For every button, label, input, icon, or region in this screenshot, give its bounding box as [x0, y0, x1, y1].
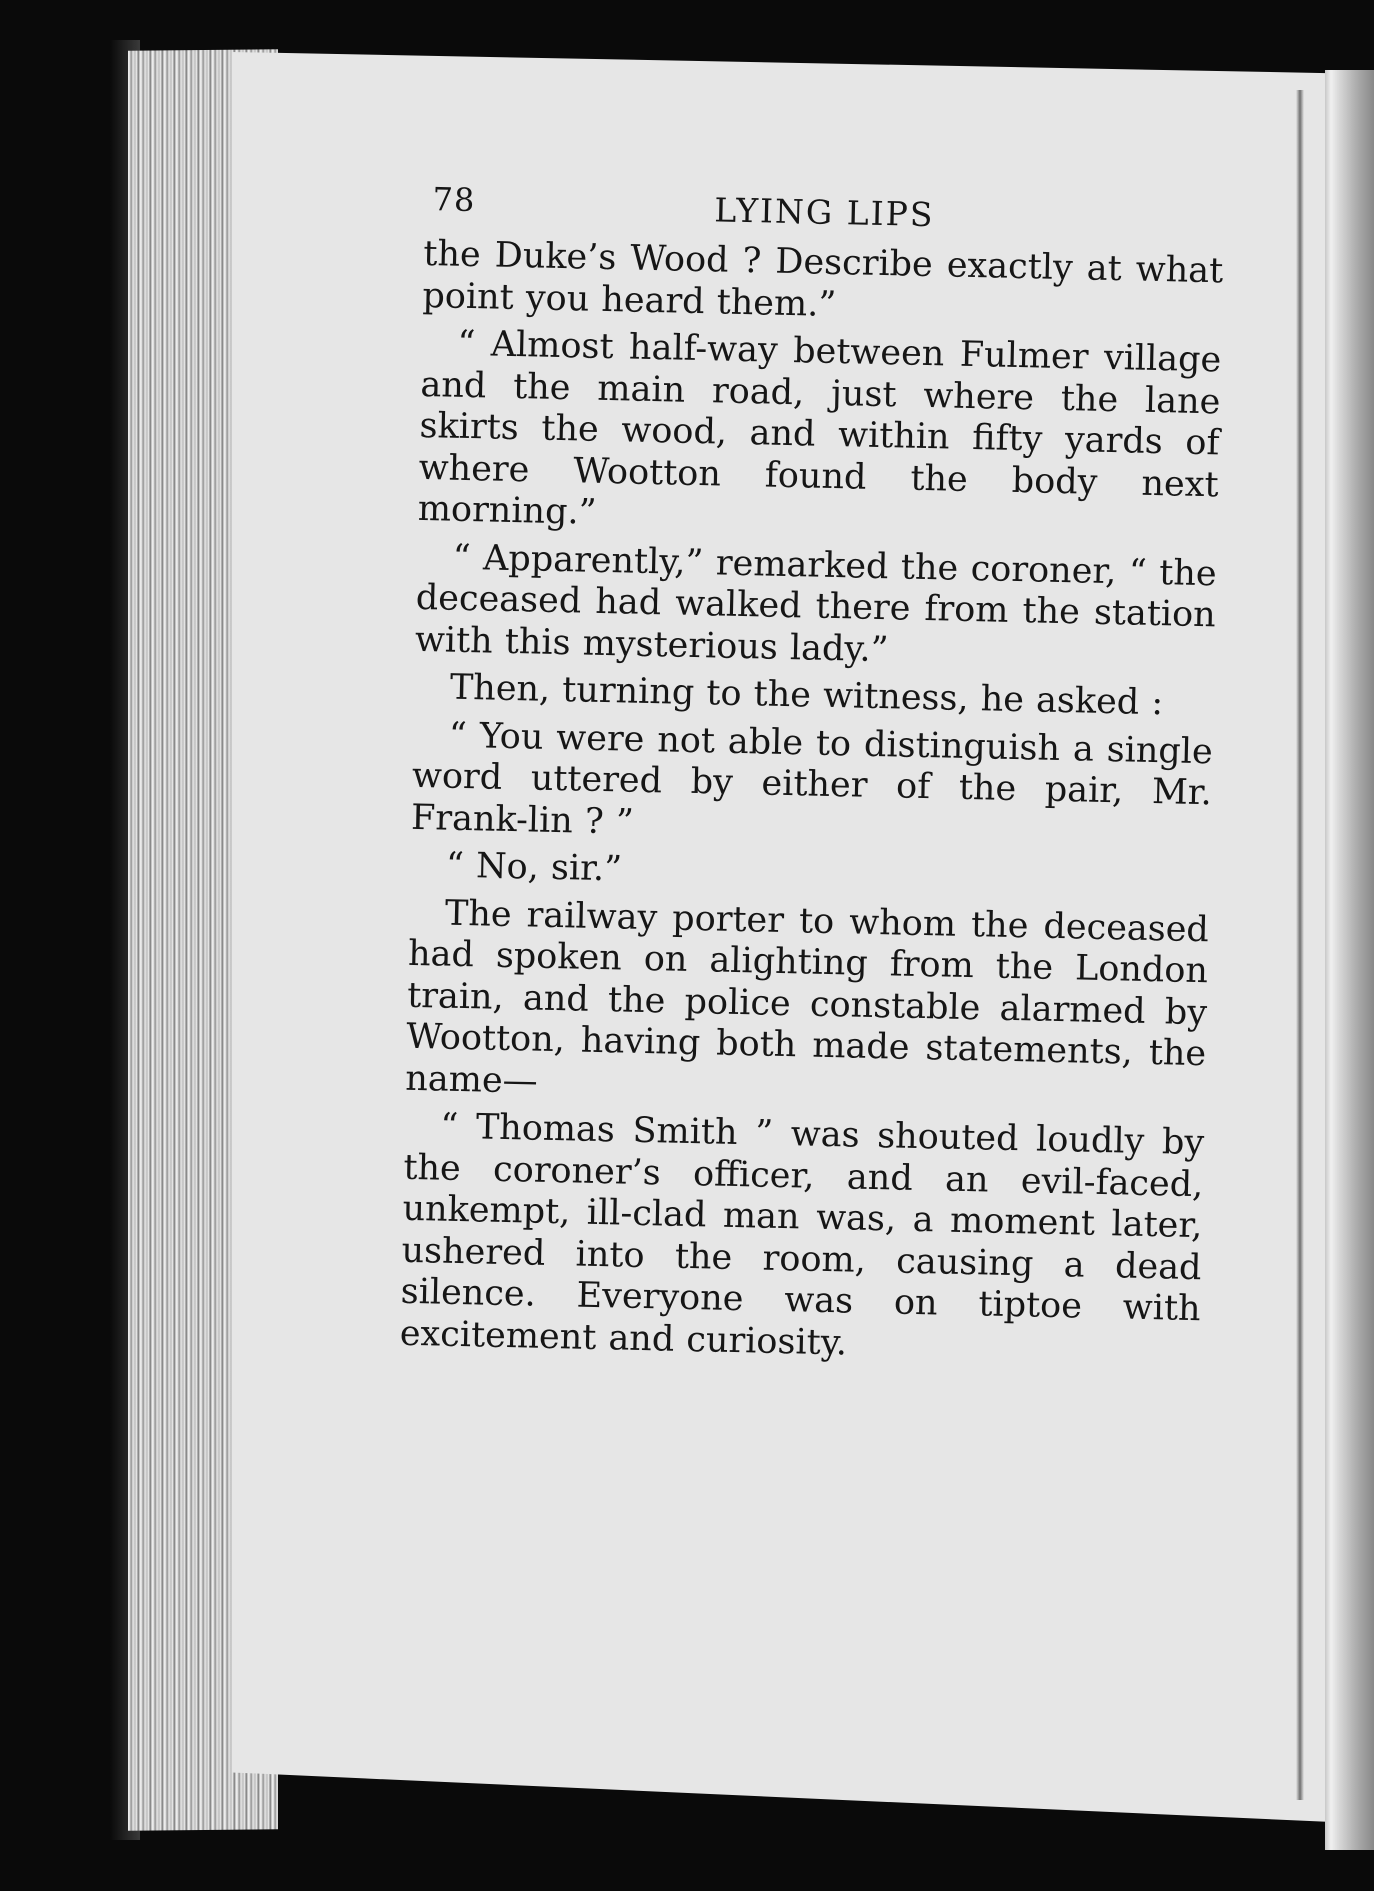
paragraph: the Duke’s Wood ? Describe exactly at what point you heard them.”: [422, 233, 1224, 325]
paragraph: Then, turning to the witness, he asked :: [449, 667, 1164, 724]
body-text: [399, 234, 1223, 1372]
paragraph: “ You were not able to distinguish a single word uttered by either of the pair, Mr. Frank-lin ? ”: [410, 715, 1214, 843]
paragraph: “ No, sir.”: [445, 845, 623, 890]
paragraph: “ Apparently,” remarked the coroner, “ the deceased had walked there from the station with this mysterious lady.”: [414, 537, 1218, 670]
gutter-shadow: [1296, 90, 1304, 1800]
paragraph: The railway porter to whom the deceased had spoken on alighting from the London train, and the police constable alarmed by Wootton, having both made statements, the name—: [404, 893, 1210, 1102]
right-page-edge: [1325, 70, 1374, 1850]
page-number: 78: [432, 180, 476, 220]
text-block: [399, 180, 1225, 1378]
running-title: LYING LIPS: [713, 190, 935, 235]
paragraph: “ Thomas Smith ” was shouted loudly by the coroner’s officer, and an evil-faced, unkempt, ill-clad man was, a moment later, ushered into the room, causing a dead silence. Everyone was on tiptoe with excitement and curiosity.: [399, 1106, 1205, 1363]
paragraph: “ Almost half-way between Fulmer village and the main road, just where the lane skirts the wood, and within fifty yards of where Wootton found the body next morning.”: [417, 323, 1222, 533]
